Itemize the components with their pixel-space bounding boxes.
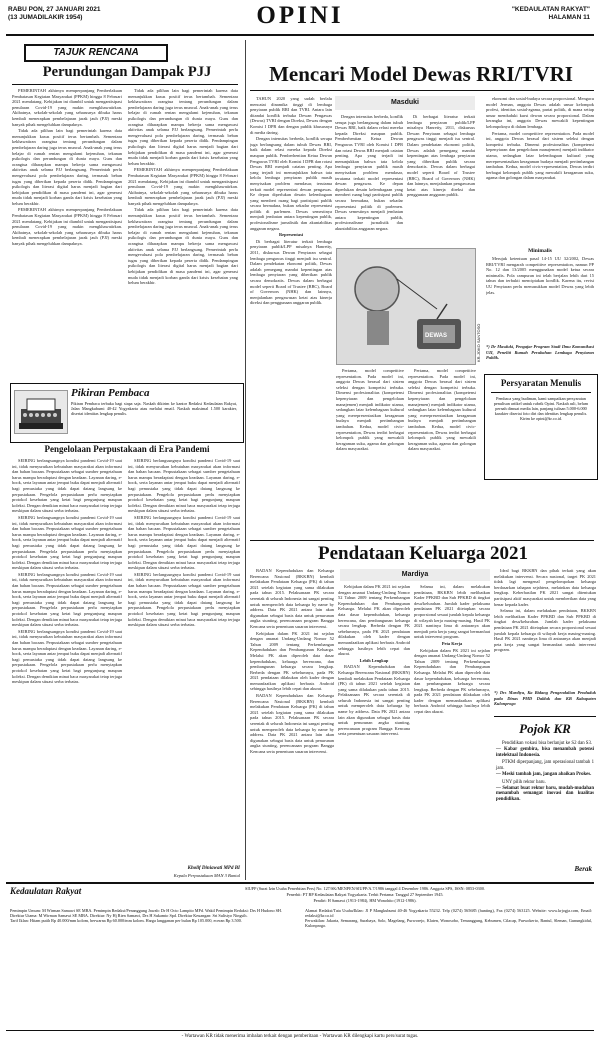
letter-body-a: SEIRING berlangsungnya kondisi pandemi Covid-19 saat ini, tidak menyurutkan kebutuhan masyarakat akan informasi dan bahan bacaan. Perpustakaan sebagai sumber pengetahuan harus mampu beradaptasi dengan keadaan. Layanan daring, e-book, serta layanan antar jemput buku dapat menjadi alternatif bagi pemustaka yang tidak dapat datang langsung ke perpustakaan. Pengelola perpustakaan perlu menyiapkan protokol kesehatan yang ketat bagi pengunjung maupun koleksi. Dengan demikian minat baca masyarakat tetap terjaga meskipun dalam situasi serba terbatas.: [12, 458, 122, 514]
editorial-body-c: Tidak ada pilihan lain bagi pemerintah karena data menunjukkan kasus positif terus bertambah. Sementara kekhawatiran orangtua tentang perundungan dalam pembelajaran daring juga terus muncul. Anak-anak yang terus belajar di rumah rentan mengalami kejenuhan, tekanan psikologis dan perundungan di dunia maya. Guru dan orangtua diharapkan mampu bekerja sama mengawasi aktivitas anak selama PJJ berlangsung. Pemerintah perlu mengevaluasi pola pembelajaran daring, termasuk beban tugas yang diberikan kepada peserta didik. Pendampingan psikologis dan literasi digital harus menjadi bagian dari kebijakan pendidikan di masa pandemi ini, agar generasi muda tidak menjadi korban ganda dari krisis kesehatan yang belum berakhir.: [128, 88, 238, 166]
letter-body-b: SEIRING berlangsungnya kondisi pandemi Covid-19 saat ini, tidak menyurutkan kebutuhan masyarakat akan informasi dan bahan bacaan. Perpustakaan sebagai sumber pengetahuan harus mampu beradaptasi dengan keadaan. Layanan daring, e-book, serta layanan antar jemput buku dapat menjadi alternatif bagi pemustaka yang tidak dapat datang langsung ke perpustakaan. Pengelola perpustakaan perlu menyiapkan protokol kesehatan yang ketat bagi pengunjung maupun koleksi. Dengan demikian minat baca masyarakat tetap terjaga meskipun dalam situasi serba terbatas.: [12, 514, 122, 571]
colophon-line-7: Perwakilan: Jakarta, Semarang, Surabaya, Solo, Magelang, Purworejo, Klaten, Wonosobo, Temanggung, Kebumen, Cilacap, Purwokerto, Bantul, Sleman, Gunungkidul, Kulonprogo.: [305, 918, 592, 928]
editorial-lead: PEMERINTAH akhirnya memperpanjang Pemberlakuan Pembatasan Kegiatan Masyarakat (PPKM) hingga 8 Februari 2021 mendatang. Kebijakan ini diambil untuk mengantisipasi penularan Covid-19 yang makin mengkhawatirkan. Akibatnya, sekolah-sekolah yang seharusnya dibuka harus kembali menerapkan pembelajaran jarak jauh (PJJ) meski banyak pihak mengeluhkan dampaknya.: [12, 88, 122, 127]
colophon-footer: - Wartawan KR tidak menerima imbalan terkait dengan pemberitaan - Wartawan KR dilengkapi kartu pers/surat tugas.: [181, 1034, 419, 1039]
header-page-number: HALAMAN 11: [548, 14, 590, 21]
main-article-column-4: [486, 96, 594, 246]
editorial-title: Perundungan Dampak PJJ: [42, 64, 212, 80]
editorial-body-a: Tidak ada pilihan lain bagi pemerintah karena data menunjukkan kasus positif terus bertambah. Sementara kekhawatiran orangtua tentang perundungan dalam pembelajaran daring juga terus muncul. Anak-anak yang terus belajar di rumah rentan mengalami kejenuhan, tekanan psikologis dan perundungan di dunia maya. Guru dan orangtua diharapkan mampu bekerja sama mengawasi aktivitas anak selama PJJ berlangsung. Pemerintah perlu mengevaluasi pola pembelajaran daring, termasuk beban tugas yang diberikan kepada peserta didik. Pendampingan psikologis dan literasi digital harus menjadi bagian dari kebijakan pendidikan di masa pandemi ini, agar generasi muda tidak menjadi korban ganda dari krisis kesehatan yang belum berakhir.: [12, 128, 122, 206]
colophon-top-rule: [6, 882, 594, 884]
colophon-line-8: Tarif Iklan: Hitam putih Rp 40.000/mm kolom, berwarna Rp 60.000/mm kolom. Harga langganan per bulan Rp 105.000, eceran Rp 3.500.: [10, 918, 242, 923]
editorial-kicker: TAJUK RENCANA: [24, 44, 168, 62]
header-hijri-date: (13 JUMADILAKIR 1954): [8, 14, 83, 21]
second-article-col3: Selama ini, dalam melakukan pendataan, BKKBN lebih melibatkan Kader PPKBD dan Sub PPKBD di tingkat desa/kelurahan. Jumlah kader pelaksana pendataan PK 2021 ditetapkan secara proporsional sesuai jumlah kepala keluarga di wilayah kerja masing-masing. Hasil PK 2021 nantinya lima di antaranya akan menjadi peta kerja yang sangat bermanfaat untuk intervensi program.: [414, 584, 490, 640]
letter-body-g: SEIRING berlangsungnya kondisi pandemi Covid-19 saat ini, tidak menyurutkan kebutuhan masyarakat akan informasi dan bahan bacaan. Perpustakaan sebagai sumber pengetahuan harus mampu beradaptasi dengan keadaan. Layanan daring, e-book, serta layanan antar jemput buku dapat menjadi alternatif bagi pemustaka yang tidak dapat datang langsung ke perpustakaan. Pengelola perpustakaan perlu menyiapkan protokol kesehatan yang ketat bagi pengunjung maupun koleksi. Dengan demikian minat baca masyarakat tetap terjaga meskipun dalam situasi serba terbatas.: [128, 571, 240, 628]
main-article-body-3: Dengan intensitas berbeda, konflik serupa juga berlangsung dalam tubuh Dewas RRI, baik dalam relasi mereka kepada Direksi maupun publik. Pemberhentian Ketua Dewan Pengawas TVRI oleh Komisi I DPR dan rotasi Dewas RRI menjadi catatan penting. Apa yang terjadi ini menunjukkan bahwa tata kelola lembaga penyiaran publik masih menyisakan problem mendasar, terutama terkait model representasi dewan pengawas. Ke depan diperlukan desain kelembagaan yang memberi ruang bagi partisipasi publik secara bermakna, bukan sekadar representasi politik di parlemen. Dewas semestinya menjadi jembatan antara kepentingan publik, profesionalisme jurnalistik dan akuntabilitas anggaran negara.: [335, 114, 403, 231]
second-article-col4-b: Selama ini, dalam melakukan pendataan, BKKBN lebih melibatkan Kader PPKBD dan Sub PPKBD di tingkat desa/kelurahan. Jumlah kader pelaksana pendataan PK 2021 ditetapkan secara proporsional sesuai jumlah kepala keluarga di wilayah kerja masing-masing. Hasil PK 2021 nantinya lima di antaranya akan menjadi peta kerja yang sangat bermanfaat untuk intervensi program.: [494, 608, 596, 653]
second-article-col3-b: Kebijakan dalam PK 2021 ini sejalan dengan amanat Undang-Undang Nomor 52 Tahun 2009 tentang Perkembangan Kependudukan dan Pembangunan Keluarga. Melalui PK akan diperoleh data dasar kependudukan, keluarga berencana, dan pembangunan keluarga secara lengkap. Berbeda dengan PK sebelumnya, pada PK 2021 pendataan dilakukan oleh kader dengan memanfaatkan aplikasi berbasis Android sehingga hasilnya lebih cepat dan akurat.: [414, 647, 490, 715]
pojok-item-2: — Kabar gembira, bisa menambah potensi intelektual Indonesia.: [496, 746, 594, 758]
writing-requirements-text: Pembaca yang budiman, kami sampaikan persyaratan penulisan artikel untuk rubrik Opini. Naskah asli, belum pernah dimuat media lain, panjang tulisan 5.000-6.000 karakter disertai foto diri dan identitas lengkap penulis. Kirim ke opini@kr.co.id.: [493, 396, 589, 421]
editorial-title-rule: [12, 84, 238, 85]
main-article-body-4: Di berbagai literatur terkait lembaga penyiaran publik/LPP misalnya Hanretty, 2011, diskursus Dewan Penyiaran sebagai lembaga pengawas tinggi menjadi isu sentral. Dalam pendekatan ekonomi politik, Dewas adalah pemegang mandat kepentingan atas lembaga penyiaran yang diberikan publik secara demokratis. Dewas dalam berbagai model seperti Board of Trustee (BBC), Board of Governors (NHK) dan lainnya, menjalankan pengawasan ketat atas kinerja direksi dan penggunaan anggaran publik.: [407, 114, 475, 198]
letter-body-f: SEIRING berlangsungnya kondisi pandemi Covid-19 saat ini, tidak menyurutkan kebutuhan masyarakat akan informasi dan bahan bacaan. Perpustakaan sebagai sumber pengetahuan harus mampu beradaptasi dengan keadaan. Layanan daring, e-book, serta layanan antar jemput buku dapat menjadi alternatif bagi pemustaka yang tidak dapat datang langsung ke perpustakaan. Pengelola perpustakaan perlu menyiapkan protokol kesehatan yang ketat bagi pengunjung maupun koleksi. Dengan demikian minat baca masyarakat tetap terjaga meskipun dalam situasi serba terbatas.: [128, 514, 240, 571]
reader-letter-box-title: Pikiran Pembaca: [71, 387, 150, 399]
second-article-col1-c: BADAN Kependudukan dan Keluarga Berencana Nasional (BKKBN) kembali melakukan Pendataan Keluarga (PK) di tahun 2021 setelah kegiatan yang sama dilakukan pada tahun 2015. Pelaksanaan PK secara serentak di seluruh Indonesia ini sangat penting untuk memperoleh data keluarga by name by address. Data PK 2021 antara lain akan digunakan sebagai basis data untuk penurunan angka stunting, perencanaan program Bangga Kencana serta penentuan sasaran intervensi.: [250, 693, 334, 754]
colophon-line-1: SIUPP (Surat Izin Usaha Penerbitan Pers) No. 127/SK/MENPEN/SIUPP/A.7/1986 tanggal 4 Desember 1986. Anggota SPS, ISSN: 0853-0300.: [245, 886, 485, 891]
main-article-illustration: [336, 248, 476, 365]
pojok-item-6: — Selamat buat rektor baru, mudah-mudahan menambah semangat inovasi dan kualitas pendidikan.: [496, 785, 594, 803]
main-article-column-3-top: [407, 114, 475, 244]
second-article-byline: Mardiya: [401, 571, 429, 578]
main-article-col4-extra: Pertama, model competitive representation. Pada model ini, anggota Dewas berasal dari sistem seleksi dengan kompetisi terbuka. Dimensi profesionalitas (kompetensi kepenyiaran dan pengelolaan manajemen) menjadi indikator utama, sedangkan latar kelembagaan kultural yang merepresentasikan keragaman budaya menjadi pertimbangan tambahan. Kedua, model civic-representation, Dewas terdiri berbagai kelompok publik yang mewakili keragaman suku, agama dan golongan dalam masyarakat.: [486, 130, 594, 181]
illustration-dewas-label: DEWAS: [425, 333, 448, 339]
header-page-block: [512, 6, 590, 22]
main-article-byline: Masduki: [390, 99, 419, 106]
second-article-column-2: [338, 584, 410, 876]
second-article-col4: Ideal bagi BKKBN dan pihak terkait yang akan melakukan intervensi. Secara nasional, target PK 2021 tidak lagi mengenal pengelompokan keluarga berdasarkan tahapan sejahtera, melainkan data keluarga lengkap. Keberhasilan PK 2021 sangat ditentukan partisipasi aktif masyarakat untuk memberikan data yang benar kepada kader.: [494, 568, 596, 607]
letter-column-1: [12, 458, 122, 878]
pojok-item-1: Pendidikan vokasi bisa berlanjut ke S2 dan S3.: [502, 741, 593, 746]
header-rule: [6, 34, 594, 36]
writing-requirements-box: [484, 374, 598, 480]
colophon-left-column: [10, 908, 295, 1028]
second-article-column-1: [250, 568, 334, 876]
colophon-brand: Kedaulatan Rakyat: [10, 886, 82, 896]
editorial-body-d: PEMERINTAH akhirnya memperpanjang Pemberlakuan Pembatasan Kegiatan Masyarakat (PPKM) hingga 8 Februari 2021 mendatang. Kebijakan ini diambil untuk mengantisipasi penularan Covid-19 yang makin mengkhawatirkan. Akibatnya, sekolah-sekolah yang seharusnya dibuka harus kembali menerapkan pembelajaran jarak jauh (PJJ) meski banyak pihak mengeluhkan dampaknya.: [128, 167, 238, 206]
letter-body-e: SEIRING berlangsungnya kondisi pandemi Covid-19 saat ini, tidak menyurutkan kebutuhan masyarakat akan informasi dan bahan bacaan. Perpustakaan sebagai sumber pengetahuan harus mampu beradaptasi dengan keadaan. Layanan daring, e-book, serta layanan antar jemput buku dapat menjadi alternatif bagi pemustaka yang tidak dapat datang langsung ke perpustakaan. Pengelola perpustakaan perlu menyiapkan protokol kesehatan yang ketat bagi pengunjung maupun koleksi. Dengan demikian minat baca masyarakat tetap terjaga meskipun dalam situasi serba terbatas.: [128, 458, 240, 514]
reader-letter-box: [10, 383, 244, 443]
main-article-title: Mencari Model Dewas RRI/TVRI: [269, 62, 573, 86]
main-article-column-4b: [486, 256, 594, 342]
section-masthead: OPINI: [256, 2, 344, 29]
main-article-column-3-bottom: [408, 368, 476, 536]
second-article-col1-b: Kebijakan dalam PK 2021 ini sejalan dengan amanat Undang-Undang Nomor 52 Tahun 2009 tentang Perkembangan Kependudukan dan Pembangunan Keluarga. Melalui PK akan diperoleh data dasar kependudukan, keluarga berencana, dan pembangunan keluarga secara lengkap. Berbeda dengan PK sebelumnya, pada PK 2021 pendataan dilakukan oleh kader dengan memanfaatkan aplikasi berbasis Android sehingga hasilnya lebih cepat dan akurat.: [250, 630, 334, 692]
pojok-kr-items: [496, 741, 594, 803]
colophon-line-5: Direktur Utama: M Wirman Samawi SE MBA. Direktur: Ny Hj Rien Samawi, Drs H Sukamto Spd. Direktur Keuangan: Sri Sulistyo Ningsih.: [10, 913, 248, 918]
letter-column-2: [128, 458, 240, 863]
second-article-col2: Kebijakan dalam PK 2021 ini sejalan dengan amanat Undang-Undang Nomor 52 Tahun 2009 tentang Perkembangan Kependudukan dan Pembangunan Keluarga. Melalui PK akan diperoleh data dasar kependudukan, keluarga berencana, dan pembangunan keluarga secara lengkap. Berbeda dengan PK sebelumnya, pada PK 2021 pendataan dilakukan oleh kader dengan memanfaatkan aplikasi berbasis Android sehingga hasilnya lebih cepat dan akurat.: [338, 584, 410, 657]
second-article-title: Pendataan Keluarga 2021: [317, 543, 529, 564]
pojok-item-3: PTKM diperpanjang, jam operasional tambah 1 jam.: [496, 760, 594, 772]
second-article-subhead-peta: Peta Kerja: [441, 640, 463, 646]
pojok-kr-title: Pojok KR: [519, 721, 571, 736]
column-separator: [245, 40, 246, 880]
letter-body-d: SEIRING berlangsungnya kondisi pandemi Covid-19 saat ini, tidak menyurutkan kebutuhan masyarakat akan informasi dan bahan bacaan. Perpustakaan sebagai sumber pengetahuan harus mampu beradaptasi dengan keadaan. Layanan daring, e-book, serta layanan antar jemput buku dapat menjadi alternatif bagi pemustaka yang tidak dapat datang langsung ke perpustakaan. Pengelola perpustakaan perlu menyiapkan protokol kesehatan yang ketat bagi pengunjung maupun koleksi. Dengan demikian minat baca masyarakat tetap terjaga meskipun dalam situasi serba terbatas.: [12, 628, 122, 685]
pojok-item-5: UNY pilih rektor baru.: [502, 779, 546, 785]
main-article-col4b: Merujuk ketentuan pasal 14-15 UU 32/2002, Dewas RRI/TVRI mengarah competitive representation, namun PP No. 12 dan 13/2005 menggunakan model ketua secara minimalis. Pola campuran ini telah berjalan lebih dari 15 tahun dan terbukti menciptakan konflik. Karena itu, revisi UU Penyiaran perlu memasukkan model Dewas yang lebih jelas.: [486, 256, 594, 295]
main-title-rule: [250, 90, 594, 91]
main-article-body-2: Di berbagai literatur terkait lembaga penyiaran publik/LPP misalnya Hanretty, 2011, diskursus Dewan Penyiaran sebagai lembaga pengawas tinggi menjadi isu sentral. Dalam pendekatan ekonomi politik, Dewas adalah pemegang mandat kepentingan atas lembaga penyiaran yang diberikan publik secara demokratis. Dewas dalam berbagai model seperti Board of Trustee (BBC), Board of Governors (NHK) dan lainnya, menjalankan pengawasan ketat atas kinerja direksi dan penggunaan anggaran publik.: [250, 238, 332, 306]
pojok-item-4: — Meski tambah jam, jangan abaikan Prokes.: [496, 771, 592, 777]
second-article-col2-b: BADAN Kependudukan dan Keluarga Berencana Nasional (BKKBN) kembali melakukan Pendataan Keluarga (PK) di tahun 2021 setelah kegiatan yang sama dilakukan pada tahun 2015. Pelaksanaan PK secara serentak di seluruh Indonesia ini sangat penting untuk memperoleh data keluarga by name by address. Data PK 2021 antara lain akan digunakan sebagai basis data untuk penurunan angka stunting, perencanaan program Bangga Kencana serta penentuan sasaran intervensi.: [338, 664, 410, 737]
colophon-line-4: Pemimpin Umum: M Wirman Samawi SE MBA. Pemimpin Redaksi/Penanggung Jawab: Dr H Octo Lampito MPd. Wakil Pemimpin Redaksi: Drs H Hudono SH.: [10, 908, 282, 913]
colophon-bottom-rule: [6, 1030, 594, 1031]
letter-title: Pengelolaan Perpustakaan di Era Pandemi: [44, 444, 210, 454]
editorial-column-2: [128, 88, 238, 378]
colophon-line-2: Penerbit: PT BP Kedaulatan Rakyat Yogyakarta. Terbit Pertama: Tanggal 27 September 1945.: [286, 892, 444, 897]
main-article-column-2-bottom: [336, 368, 404, 536]
colophon-right-column: [305, 908, 592, 1028]
second-article-col1: BADAN Kependudukan dan Keluarga Berencana Nasional (BKKBN) kembali melakukan Pendataan Keluarga (PK) di tahun 2021 setelah kegiatan yang sama dilakukan pada tahun 2015. Pelaksanaan PK secara serentak di seluruh Indonesia ini sangat penting untuk memperoleh data keluarga by name by address. Data PK 2021 antara lain akan digunakan sebagai basis data untuk penurunan angka stunting, perencanaan program Bangga Kencana serta penentuan sasaran intervensi.: [250, 568, 334, 629]
main-article-author-note: *) Dr Masduki, Pengajar Program Studi Ilmu Komunikasi UII, Peneliti Rumah Perubahan Lembaga Penyiaran Publik.: [486, 344, 594, 361]
letter-signature: Kholif Diniawati MPd BI: [187, 866, 240, 871]
letter-body-c: SEIRING berlangsungnya kondisi pandemi Covid-19 saat ini, tidak menyurutkan kebutuhan masyarakat akan informasi dan bahan bacaan. Perpustakaan sebagai sumber pengetahuan harus mampu beradaptasi dengan keadaan. Layanan daring, e-book, serta layanan antar jemput buku dapat menjadi alternatif bagi pemustaka yang tidak dapat datang langsung ke perpustakaan. Pengelola perpustakaan perlu menyiapkan protokol kesehatan yang ketat bagi pengunjung maupun koleksi. Dengan demikian minat baca masyarakat tetap terjaga meskipun dalam situasi serba terbatas.: [12, 571, 122, 628]
main-article-column-2-top: [335, 114, 403, 244]
main-article-body: Dengan intensitas berbeda, konflik serupa juga berlangsung dalam tubuh Dewas RRI, baik dalam relasi mereka kepada Direksi maupun publik. Pemberhentian Ketua Dewan Pengawas TVRI oleh Komisi I DPR dan rotasi Dewas RRI menjadi catatan penting. Apa yang terjadi ini menunjukkan bahwa tata kelola lembaga penyiaran publik masih menyisakan problem mendasar, terutama terkait model representasi dewan pengawas. Ke depan diperlukan desain kelembagaan yang memberi ruang bagi partisipasi publik secara bermakna, bukan sekadar representasi politik di parlemen. Dewas semestinya menjadi jembatan antara kepentingan publik, profesionalisme jurnalistik dan akuntabilitas anggaran negara.: [250, 136, 332, 231]
main-article-end-rule: [250, 540, 594, 541]
second-article-column-3: [414, 584, 490, 876]
main-article-subhead-minimalis: Minimalis: [528, 248, 552, 254]
typewriter-illustration: [14, 390, 68, 434]
main-article-column-1: [250, 96, 332, 536]
second-article-column-4: [494, 568, 596, 688]
main-article-col4: ekonomi dan sosial-budaya secara proporsional. Mengacu model Jerman, anggota Dewas adalah unsur kelompok profesi, identitas sosial-agama, partai politik, di mana setiap unsur menduduki kursi dewan secara proporsional. Dalam kerangka ini, anggota Dewas mewakili kepentingan kelompoknya di dalam lembaga.: [486, 96, 594, 129]
editorial-column-1: [12, 88, 122, 378]
main-article-col3: Pertama, model competitive representation. Pada model ini, anggota Dewas berasal dari sistem seleksi dengan kompetisi terbuka. Dimensi profesionalitas (kompetensi kepenyiaran dan pengelolaan manajemen) menjadi indikator utama, sedangkan latar kelembagaan kultural yang merepresentasikan keragaman budaya menjadi pertimbangan tambahan. Kedua, model civic-representation, Dewas terdiri berbagai kelompok publik yang mewakili keragaman suku, agama dan golongan dalam masyarakat.: [336, 368, 404, 452]
pojok-kr-signature: Berak: [574, 865, 592, 873]
second-article-author-note: *) Drs Mardiya, Ka Bidang Pengendalian Penduduk pada Dinas PMD Dalduk dan KB Kabupaten Kulonprogo: [494, 690, 596, 707]
main-article-col3b: Pertama, model competitive representation. Pada model ini, anggota Dewas berasal dari sistem seleksi dengan kompetisi terbuka. Dimensi profesionalitas (kompetensi kepenyiaran dan pengelolaan manajemen) menjadi indikator utama, sedangkan latar kelembagaan kultural yang merepresentasikan keragaman budaya menjadi pertimbangan tambahan. Kedua, model civic-representation, Dewas terdiri berbagai kelompok publik yang mewakili keragaman suku, agama dan golongan dalam masyarakat.: [408, 368, 476, 452]
main-article-lead: TAHUN 2020 yang sudah berlalu mencatat dinamika tinggi di lembaga penyiaran publik RRI dan TVRI. Antara lain ditandai konflik terbuka Dewan Pengawas (Dewas) TVRI dengan Direksi, Dewas dengan Komisi I DPR dan dengan publik khususnya di media daring.: [250, 96, 332, 135]
header-paper-name: "KEDAULATAN RAKYAT": [511, 6, 590, 13]
letter-signature-role: Kepala Perpustakaan MAN 3 Bantul: [173, 873, 240, 878]
writing-requirements-title: Persyaratan Menulis: [500, 378, 582, 388]
header-date: RABU PON, 27 JANUARI 2021: [8, 6, 101, 13]
illustration-credit: KR-JOKO SANTOSO: [476, 323, 481, 362]
main-article-subhead-representasi: Representasi: [278, 232, 304, 238]
colophon-line-3: Pendiri: H Samawi (1913-1984), HM Wonohito (1912-1986).: [313, 898, 417, 903]
editorial-body-e: Tidak ada pilihan lain bagi pemerintah karena data menunjukkan kasus positif terus bertambah. Sementara kekhawatiran orangtua tentang perundungan dalam pembelajaran daring juga terus muncul. Anak-anak yang terus belajar di rumah rentan mengalami kejenuhan, tekanan psikologis dan perundungan di dunia maya. Guru dan orangtua diharapkan mampu bekerja sama mengawasi aktivitas anak selama PJJ berlangsung. Pemerintah perlu mengevaluasi pola pembelajaran daring, termasuk beban tugas yang diberikan kepada peserta didik. Pendampingan psikologis dan literasi digital harus menjadi bagian dari kebijakan pendidikan di masa pandemi ini, agar generasi muda tidak menjadi korban ganda dari krisis kesehatan yang belum berakhir.: [128, 207, 238, 286]
second-article-subhead-lebih: Lebih Lengkap: [359, 657, 389, 663]
reader-letter-box-text: Pikiran Pembaca terbuka bagi siapa saja. Naskah dikirim ke kantor Redaksi Kedaulatan Rakyat, Jalan Mangkubumi 40-42 Yogyakarta atau melalui email. Naskah maksimal 1.500 karakter, disertai identitas lengkap penulis.: [71, 401, 237, 416]
writing-requirements-rule: [491, 392, 591, 393]
pojok-kr-box: [494, 716, 596, 879]
colophon-line-6: Alamat Redaksi/Tata Usaha/Iklan: Jl P Mangkubumi 40-46 Yogyakarta 55232. Telp (0274) 565685 (hunting), Fax (0274) 563125. Website: www.krjogja.com, Email: redaksi@kr.co.id: [305, 908, 592, 918]
editorial-body-b: PEMERINTAH akhirnya memperpanjang Pemberlakuan Pembatasan Kegiatan Masyarakat (PPKM) hingga 8 Februari 2021 mendatang. Kebijakan ini diambil untuk mengantisipasi penularan Covid-19 yang makin mengkhawatirkan. Akibatnya, sekolah-sekolah yang seharusnya dibuka harus kembali menerapkan pembelajaran jarak jauh (PJJ) meski banyak pihak mengeluhkan dampaknya.: [12, 207, 122, 247]
